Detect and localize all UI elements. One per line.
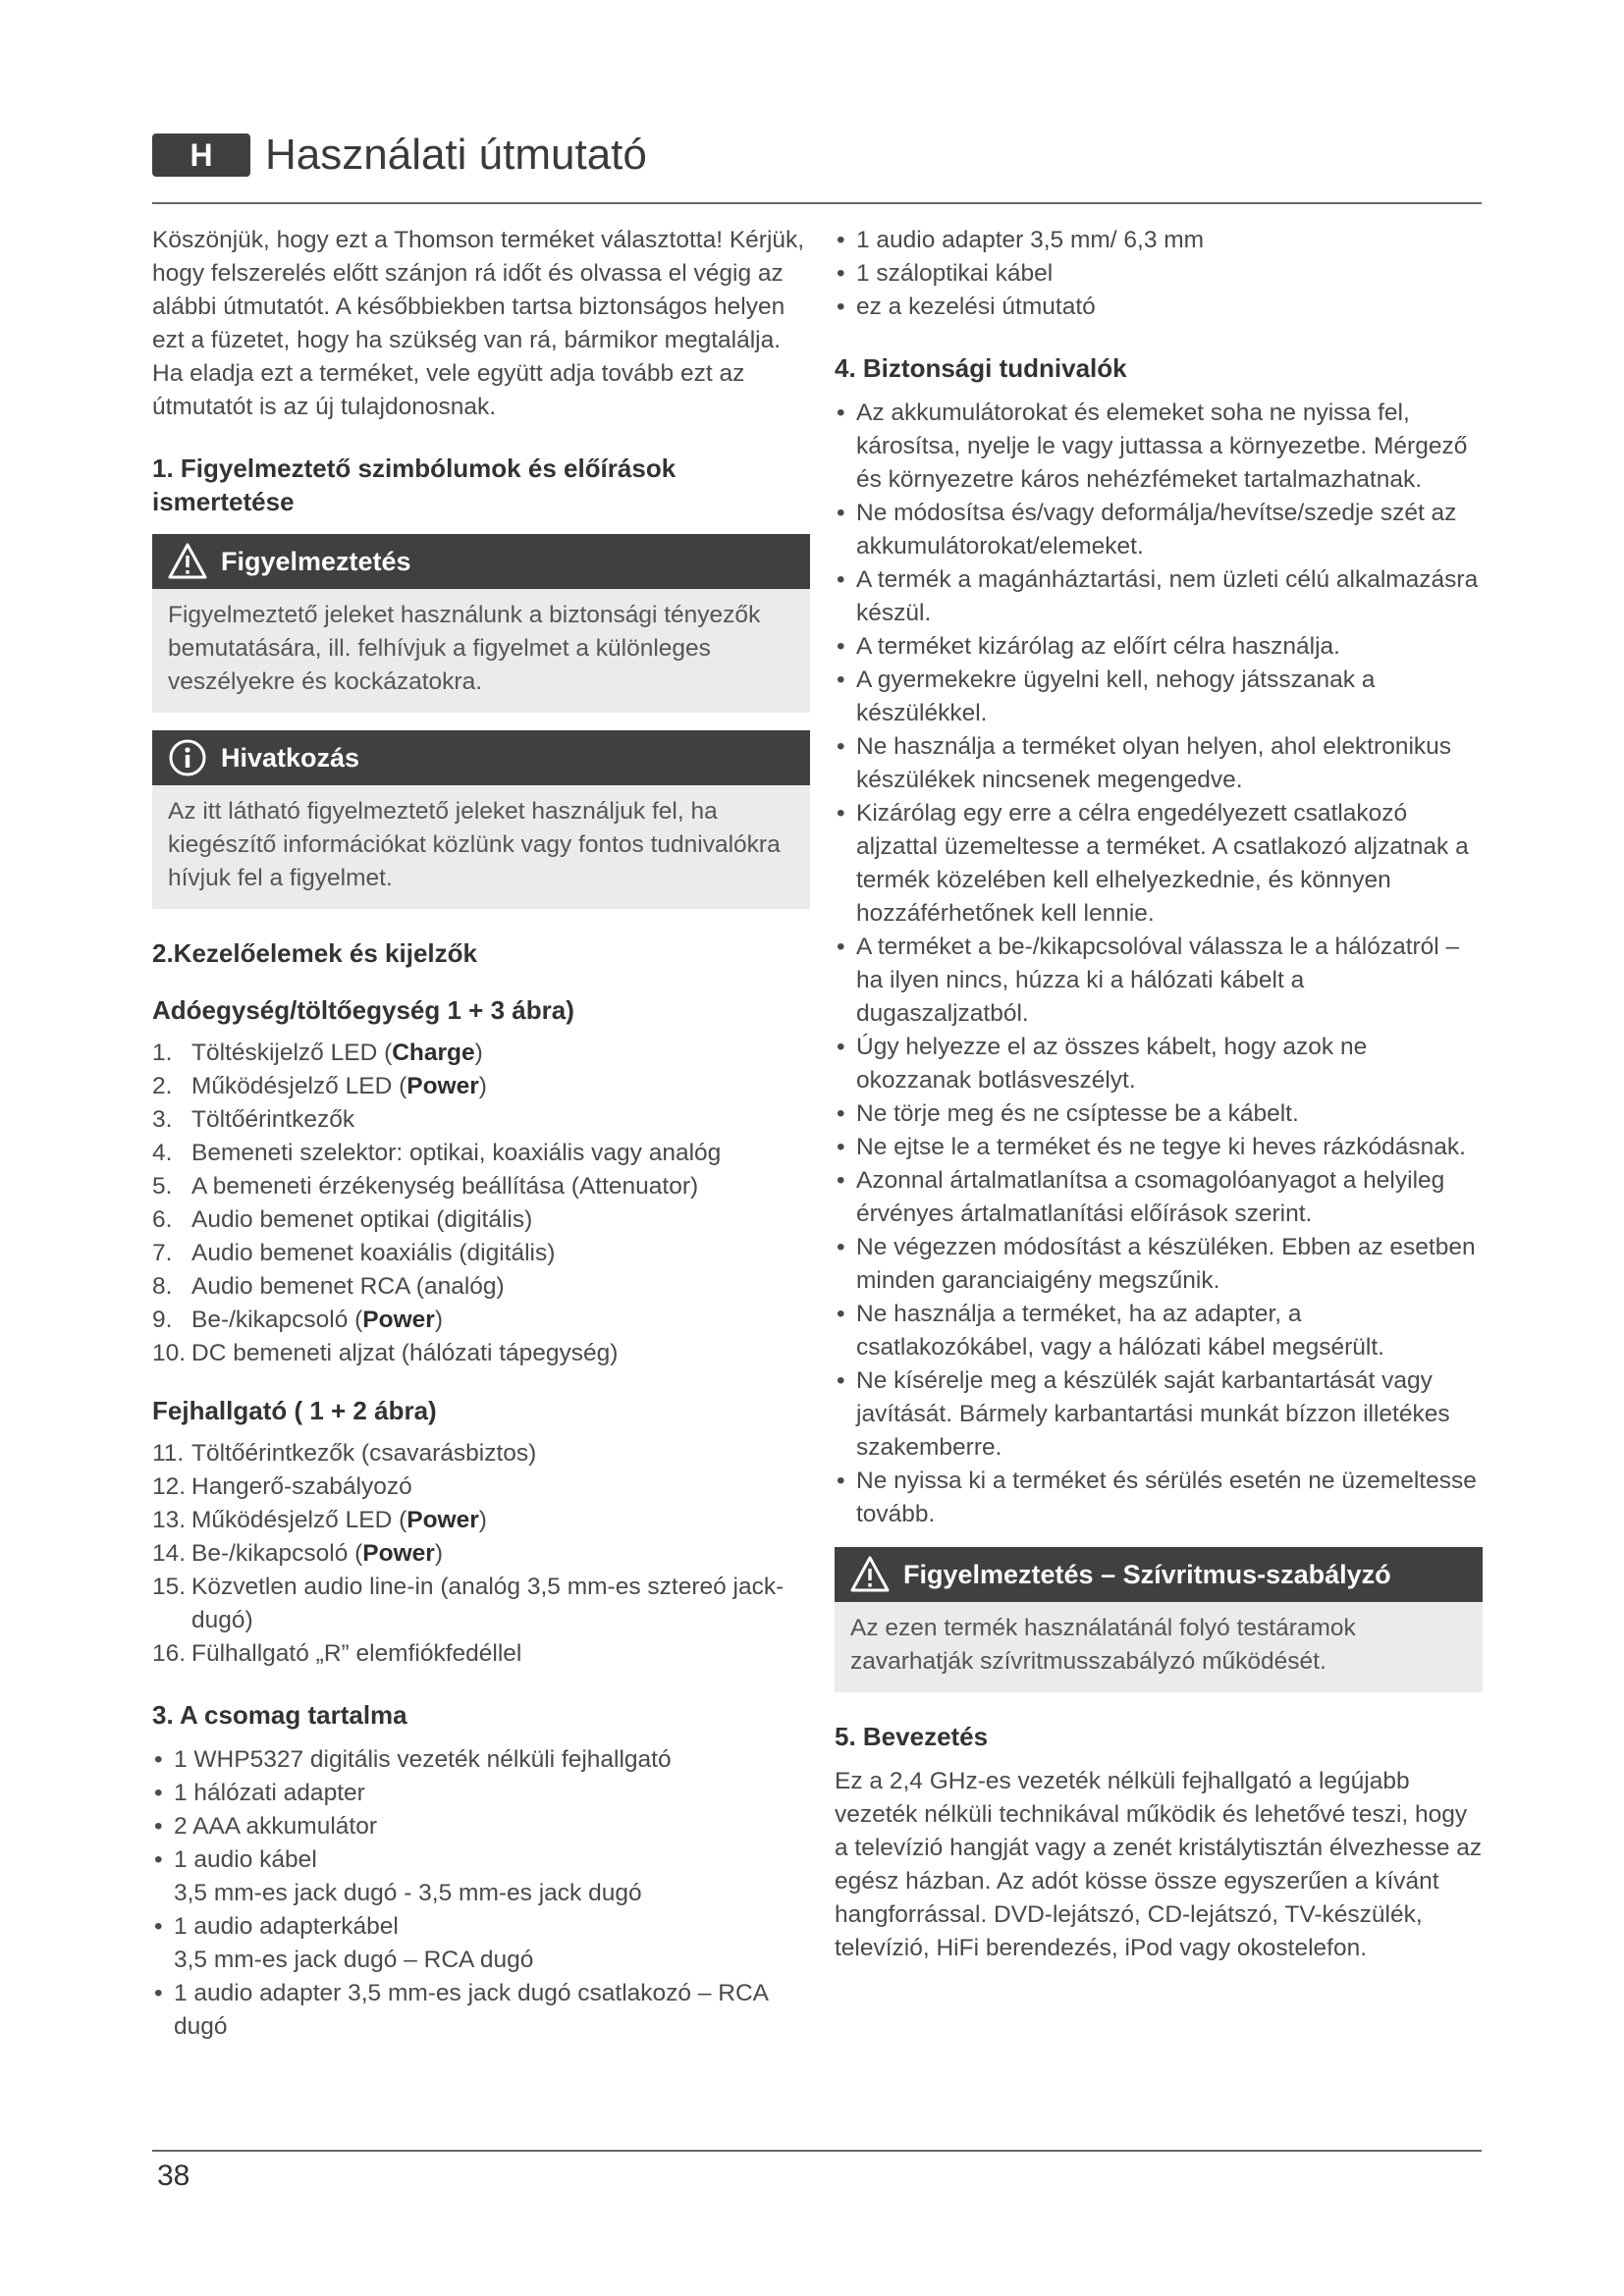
pacemaker-warning-header bbox=[835, 1547, 1483, 1602]
intro-paragraph: Köszönjük, hogy ezt a Thomson terméket választotta! Kérjük, hogy felszerelés előtt szánjon rá időt és olvassa el végig az alábbi útmutatót. A későbbiekben tartsa biztonságos helyen ezt a füzetet, hogy ha szükség van rá, bármikor megtalálja. Ha eladja ezt a terméket, vele együtt adja tovább ezt az útmutatót is az új tulajdonosnak. bbox=[152, 227, 805, 420]
page-number: 38 bbox=[157, 2160, 190, 2192]
language-badge: H bbox=[152, 133, 250, 177]
warning-box-title: Figyelmeztetés bbox=[221, 547, 411, 576]
list-item: 6. Audio bemenet optikai (digitális) bbox=[152, 1206, 533, 1233]
list-item: 5. A bemeneti érzékenység beállítása (Attenuator) bbox=[152, 1173, 699, 1200]
warning-triangle-icon bbox=[168, 542, 207, 581]
pacemaker-warning-box bbox=[835, 1547, 1483, 1692]
list-item: • Kizárólag egy erre a célra engedélyezett csatlakozó aljzattal üzemeltesse a terméket. A csatlakozó aljzatnak a termék közelében kell elhelyezkednie, és könnyen hozzáférhetőnek kell lennie. bbox=[835, 797, 1483, 931]
list-item: • Ne törje meg és ne csíptesse be a kábelt. bbox=[835, 1097, 1483, 1131]
list-item: • 1 audio adapter 3,5 mm-es jack dugó csatlakozó – RCA dugó bbox=[152, 1977, 810, 2044]
list-item: 12. Hangerő-szabályozó bbox=[152, 1473, 412, 1500]
right-column bbox=[835, 224, 1483, 1965]
warning-triangle-icon bbox=[850, 1555, 890, 1594]
page-title: Használati útmutató bbox=[265, 131, 647, 179]
package-contents-list bbox=[152, 1743, 810, 2044]
list-item-continuation: 3,5 mm-es jack dugó – RCA dugó bbox=[174, 1947, 534, 1973]
list-item: • Ne módosítsa és/vagy deformálja/hevítse/szedje szét az akkumulátorokat/elemeket. bbox=[835, 497, 1483, 563]
list-item: • Ne nyissa ki a terméket és sérülés esetén ne üzemeltesse tovább. bbox=[835, 1465, 1483, 1531]
list-item: • Ne használja a terméket, ha az adapter, a csatlakozókábel, vagy a hálózati kábel megsérült. bbox=[835, 1298, 1483, 1364]
list-item: 2. Működésjelző LED (Power) bbox=[152, 1073, 487, 1099]
list-item: 8. Audio bemenet RCA (analóg) bbox=[152, 1273, 505, 1300]
section-3-heading: 3. A csomag tartalma bbox=[152, 1700, 407, 1730]
list-item: • 1 hálózati adapter bbox=[152, 1777, 810, 1810]
list-item: 7. Audio bemenet koaxiális (digitális) bbox=[152, 1240, 556, 1266]
list-item: • Azonnal ártalmatlanítsa a csomagolóanyagot a helyileg érvényes ártalmatlanítási előírások szerint. bbox=[835, 1164, 1483, 1231]
list-item: • 1 száloptikai kábel bbox=[835, 257, 1483, 291]
list-item: • 1 audio adapter 3,5 mm/ 6,3 mm bbox=[835, 224, 1483, 257]
safety-list bbox=[835, 397, 1483, 1531]
list-item: 10. DC bemeneti aljzat (hálózati tápegység) bbox=[152, 1340, 619, 1366]
list-item: • 2 AAA akkumulátor bbox=[152, 1810, 810, 1843]
list-item: 4. Bemeneti szelektor: optikai, koaxiális vagy analóg bbox=[152, 1140, 722, 1166]
list-item: • Úgy helyezze el az összes kábelt, hogy azok ne okozzanak botlásveszélyt. bbox=[835, 1031, 1483, 1097]
list-item-continuation: 3,5 mm-es jack dugó - 3,5 mm-es jack dugó bbox=[174, 1880, 642, 1906]
package-contents-list-continued bbox=[835, 224, 1483, 324]
list-item: • Ne ejtse le a terméket és ne tegye ki heves rázkódásnak. bbox=[835, 1131, 1483, 1164]
warning-box bbox=[152, 534, 810, 713]
list-item: • Ne kísérelje meg a készülék saját karbantartását vagy javítását. Bármely karbantartási munkát bízzon illetékes szakemberre. bbox=[835, 1364, 1483, 1465]
list-item: • 1 audio adapterkábel bbox=[152, 1910, 810, 1944]
transmitter-subheading: Adóegység/töltőegység 1 + 3 ábra) bbox=[152, 995, 574, 1025]
list-item: 14. Be-/kikapcsoló (Power) bbox=[152, 1540, 443, 1567]
list-item: 9. Be-/kikapcsoló (Power) bbox=[152, 1307, 443, 1333]
pacemaker-warning-title: Figyelmeztetés – Szívritmus-szabályzó bbox=[903, 1560, 1391, 1589]
list-item: • 1 audio kábel bbox=[152, 1843, 810, 1877]
list-item: • A terméket a be-/kikapcsolóval válassza le a hálózatról – ha ilyen nincs, húzza ki a hálózati kábelt a dugaszaljzatból. bbox=[835, 931, 1483, 1031]
list-item: • 1 WHP5327 digitális vezeték nélküli fejhallgató bbox=[152, 1743, 810, 1777]
list-item: 16. Fülhallgató „R” elemfiókfedéllel bbox=[152, 1640, 522, 1667]
page-header bbox=[152, 128, 1482, 204]
pacemaker-warning-text: Az ezen termék használatánál folyó testáramok zavarhatják szívritmusszabályzó működését. bbox=[835, 1602, 1483, 1692]
section-2-heading: 2.Kezelőelemek és kijelzők bbox=[152, 938, 477, 968]
list-item: • A gyermekekre ügyelni kell, nehogy játsszanak a készülékkel. bbox=[835, 664, 1483, 730]
note-box-text: Az itt látható figyelmeztető jeleket használjuk fel, ha kiegészítő információkat közlünk vagy fontos tudnivalókra hívjuk fel a figyelmet. bbox=[152, 785, 810, 909]
section-1-heading: 1. Figyelmeztető szimbólumok és előírások ismertetése bbox=[152, 454, 677, 516]
info-icon bbox=[168, 738, 207, 777]
list-item: • A terméket kizárólag az előírt célra használja. bbox=[835, 630, 1483, 664]
list-item: • Ne végezzen módosítást a készüléken. Ebben az esetben minden garanciaigény megszűnik. bbox=[835, 1231, 1483, 1298]
header-divider bbox=[152, 202, 1482, 204]
footer-divider bbox=[152, 2150, 1482, 2152]
section-5-heading: 5. Bevezetés bbox=[835, 1722, 989, 1751]
introduction-paragraph: Ez a 2,4 GHz-es vezeték nélküli fejhallgató a legújabb vezeték nélküli technikával működik és lehetővé teszi, hogy a televízió hangját vagy a zenét kristálytisztán élvezhesse az egész házban. Az adót kösse össze egyszerűen a kívánt hangforrással. DVD-lejátszó, CD-lejátszó, TV-készülék, televízió, HiFi berendezés, iPod vagy okostelefon. bbox=[835, 1768, 1483, 1961]
list-item: 3. Töltőérintkezők bbox=[152, 1106, 355, 1133]
headphone-subheading: Fejhallgató ( 1 + 2 ábra) bbox=[152, 1396, 437, 1425]
list-item: 15. Közvetlen audio line-in (analóg 3,5 mm-es sztereó jack-dugó) bbox=[152, 1574, 785, 1633]
transmitter-list bbox=[152, 1037, 810, 1370]
list-item: 13. Működésjelző LED (Power) bbox=[152, 1507, 487, 1533]
note-box bbox=[152, 730, 810, 909]
list-item: 11. Töltőérintkezők (csavarásbiztos) bbox=[152, 1440, 537, 1467]
list-item: • ez a kezelési útmutató bbox=[835, 291, 1483, 324]
list-item: • A termék a magánháztartási, nem üzleti célú alkalmazásra készül. bbox=[835, 563, 1483, 630]
list-item: 1. Töltéskijelző LED (Charge) bbox=[152, 1040, 483, 1066]
section-4-heading: 4. Biztonsági tudnivalók bbox=[835, 353, 1127, 383]
list-item: • Az akkumulátorokat és elemeket soha ne nyissa fel, károsítsa, nyelje le vagy juttassa a környezetbe. Mérgező és környezetre káros nehézfémeket tartalmazhatnak. bbox=[835, 397, 1483, 497]
list-item: • Ne használja a terméket olyan helyen, ahol elektronikus készülékek nincsenek megengedve. bbox=[835, 730, 1483, 797]
note-box-title: Hivatkozás bbox=[221, 743, 360, 773]
warning-box-text: Figyelmeztető jeleket használunk a biztonsági tényezők bemutatására, ill. felhívjuk a figyelmet a különleges veszélyekre és kockázatokra. bbox=[152, 589, 810, 713]
left-column bbox=[152, 224, 810, 2044]
warning-box-header bbox=[152, 534, 810, 589]
note-box-header bbox=[152, 730, 810, 785]
headphone-list bbox=[152, 1437, 810, 1671]
